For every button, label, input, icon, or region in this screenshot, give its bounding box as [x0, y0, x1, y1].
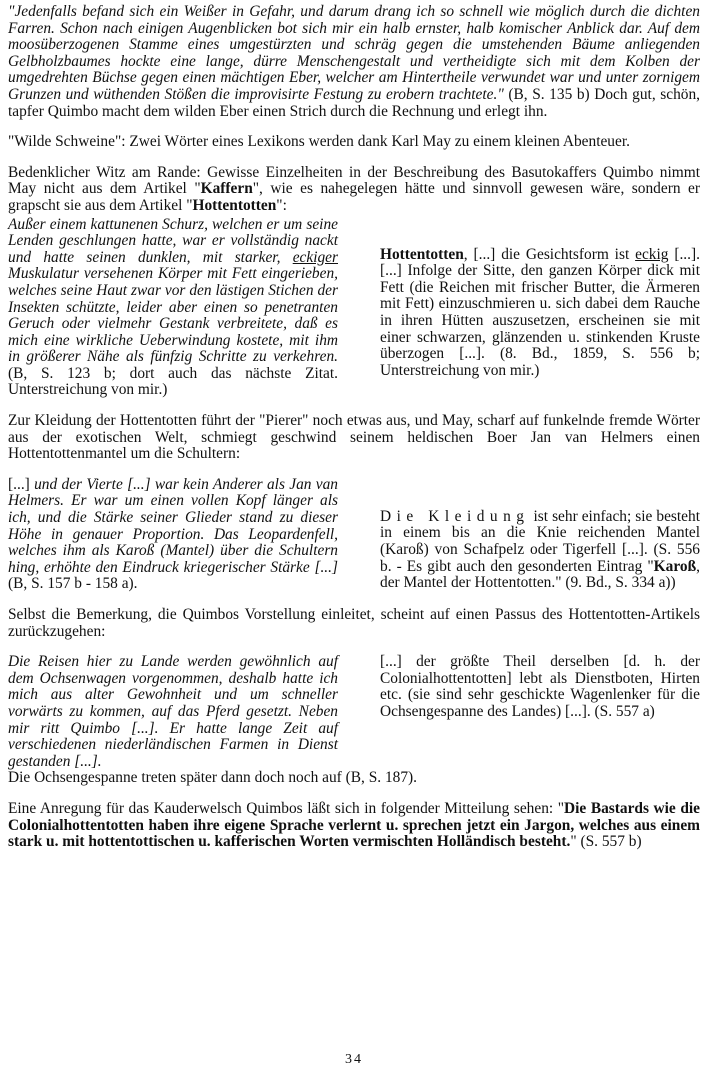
- paragraph-bemerkung: Selbst die Bemerkung, die Quimbos Vorstellung einleitet, scheint auf einen Passus des Hottentotten-Artikels zurückzugehen:: [8, 606, 700, 640]
- underlined-eckiger: eckiger: [292, 248, 338, 266]
- text-fragment: [...]. [...] Infolge der Sitte, den ganzen Körper dick mit Fett (die Reichen mit frischer Butter, die Ärmeren mit Fett) einzuschmieren u. sich dabei dem Rauche in ihren Hütten auszusetzen, erscheinen sie mit einer schwarzen, glänzenden u. stinkenden Kruste überzogen [...]. (8. Bd., 1859, S. 556 b; Unterstreichung von mir.): [380, 245, 700, 379]
- citation: " (S. 557 b): [570, 833, 642, 851]
- text-fragment: [...]: [8, 475, 35, 493]
- paragraph-ochsengespanne: Die Ochsengespanne treten später dann doch noch auf (B, S. 187).: [8, 769, 418, 787]
- text-fragment: ist sehr einfach; sie besteht in einem bis an die Knie reichenden Mantel (Karoß) von Schafpelz oder Tigerfell [...]. (S. 556 b. - Es gibt auch den gesonderten Eintrag ": [380, 507, 700, 575]
- term-hottentotten-entry: Hottentotten: [380, 245, 464, 263]
- text-fragment: , der Mantel der Hottentotten." (9. Bd., S. 334 a)): [380, 557, 700, 592]
- document-page: [8, 0, 701, 1067]
- paragraph-wilde-schweine: "Wilde Schweine": Zwei Wörter eines Lexikons werden dank Karl May zu einem kleinen Abenteuer.: [8, 133, 630, 151]
- text-fragment: Eine Anregung für das Kauderwelsch Quimbos läßt sich in folgender Mitteilung sehen: ": [8, 799, 565, 817]
- citation: (B, S. 157 b - 158 a).: [8, 575, 138, 593]
- paragraph-kauderwelsch: [8, 801, 700, 851]
- pierer-quote-kleidung: [380, 509, 700, 592]
- may-quote-left: [8, 217, 338, 400]
- paragraph-bedenklicher-witz: [8, 165, 700, 215]
- page-number: 34: [345, 1052, 363, 1067]
- pierer-quote-right: [380, 247, 700, 380]
- quote-fragment: Außer einem kattunenen Schurz, welchen er um seine Lenden geschlungen hatte, war er vollständig nackt und hatte seinen dunklen, mit starker,: [8, 215, 338, 266]
- citation-eber: (B, S. 135 b) Doch gut, schön, tapfer Quimbo macht dem wilden Eber einen Strich durch die Rechnung und erlegt ihn.: [8, 85, 701, 120]
- spaced-kleidung: Die Kleidung: [380, 507, 530, 525]
- term-kaross: Karoß: [653, 557, 697, 575]
- term-kaffern: Kaffern: [200, 180, 253, 198]
- text-fragment: ":: [276, 196, 287, 214]
- citation: (B, S. 123 b; dort auch das nächste Zitat. Unterstreichung von mir.): [8, 364, 338, 399]
- text-fragment: Bedenklicher Witz am Rande: Gewisse Einzelheiten in der Beschreibung des Basutokaffers Quimbo nimmt May nicht aus dem Artikel ": [8, 163, 700, 198]
- may-quote-ochsenwagen: Die Reisen hier zu Lande werden gewöhnlich auf dem Ochsenwagen vorgenommen, deshalb hatte ich mich aus alter Gewohnheit und um schneller vorwärts zu kommen, auf das Pferd gesetzt. Neben mir ritt Quimbo [...]. Er hatte lange Zeit auf verschiedenen niederländischen Farmen in Dienst gestanden [...].: [8, 653, 338, 770]
- text-fragment: , [...] die Gesichtsform ist: [463, 245, 636, 263]
- underlined-eckig: eckig: [635, 245, 669, 263]
- quote-fragment: und der Vierte [...] war kein Anderer als Jan van Helmers. Er war um einen vollen Kopf länger als ich, und die Stärke seiner Glieder stand zu dieser Höhe in genauer Proportion. Das Leopardenfell, welches ihm als Karoß (Mantel) über die Schultern hing, erhöhte den Eindruck kriegerischer Stärke [...]: [8, 475, 338, 576]
- text-fragment: Zur Kleidung der Hottentotten führt der "Pierer" noch etwas aus, und May, scharf auf funkelnde fremde Wörter aus der exotischen Welt, schmiegt geschwind seinem heldischen Boer Jan van Helmers einen Hottentottenmantel um die Schultern:: [8, 412, 700, 463]
- term-hottentotten: Hottentotten: [192, 196, 277, 214]
- paragraph-kleidung: [8, 413, 700, 463]
- comparison-block-3: [8, 654, 700, 770]
- quote-eber: "Jedenfalls befand sich ein Weißer in Gefahr, und darum drang ich so schnell wie möglich durch die dichten Farren. Schon nach einigen Augenblicken bot sich mir ein halb ernster, halb komischer Anblick dar. Auf dem moosüberzogenen Stamme eines umgestürzten und schräg gegen die umstehenden Bäume anliegenden Gelbholzbaumes hockte eine lange, dürre Menschengestalt und vertheidigte sich mit dem Kolben der umgedrehten Büchse gegen einen mächtigen Eber, welcher am Hintertheile verwundet war und unter zornigem Grunzen und wüthenden Stößen die improvisirte Festung zu erobern trachtete.": [8, 3, 700, 103]
- text-fragment: ", wie es nahegelegen hätte und sinnvoll gewesen wäre, sondern er grapscht sie aus dem Artikel ": [8, 180, 700, 214]
- pierer-quote-dienstboten: [...] der größte Theil derselben [d. h. der Colonialhottentotten] lebt als Dienstboten, Hirten etc. (sie sind sehr geschickte Wagenlenker für die Ochsengespanne des Landes) [...]. (S. 557 a): [380, 653, 700, 720]
- may-quote-helmers: [8, 477, 338, 593]
- bold-quote-jargon: Die Bastards wie die Colonialhottentotten haben ihre eigene Sprache verlernt u. sprechen jetzt ein Jargon, welches aus einem stark u. mit hottentottischen u. kafferischen Worten vermischten Holländisch besteht.: [8, 799, 700, 851]
- comparison-block-1: [8, 215, 700, 400]
- comparison-block-2: [8, 477, 700, 593]
- paragraph-quote-eber: [8, 4, 700, 120]
- quote-fragment: Muskulatur versehenen Körper mit Fett eingerieben, welches seine Haut zwar vor den lästigen Stichen der Insekten schützte, leider aber einen so penetranten Geruch oder vielmehr Gestank verbreitete, daß es mich eine wirkliche Ueberwindung kostete, mit ihm in größerer Nähe als fünfzig Schritte zu verkehren.: [8, 265, 338, 366]
